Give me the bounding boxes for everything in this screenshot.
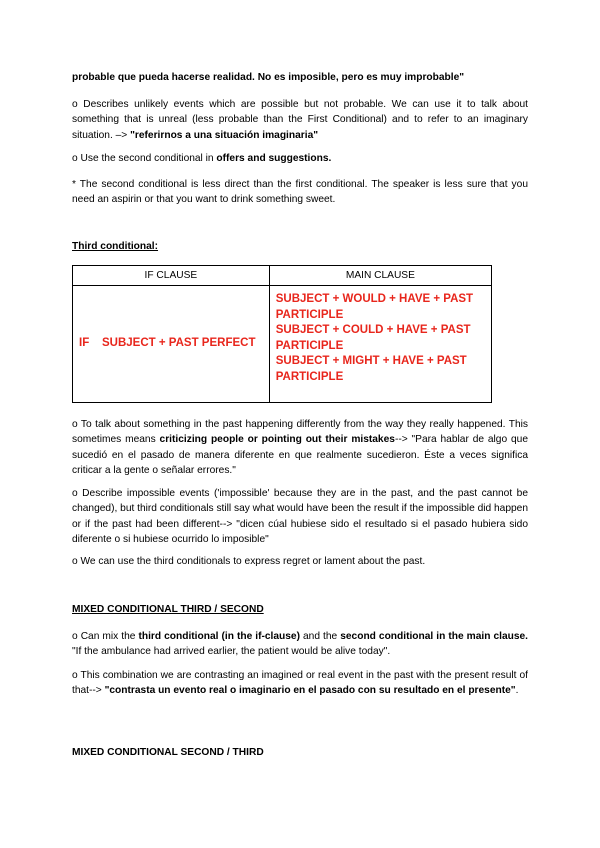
body-text: o Describes unlikely events which are possible but not probable. We can use it to talk about something that is unreal (less probable than the First Conditional) and to refer to an imaginary situation. –> bbox=[72, 99, 528, 141]
paragraph-combination bbox=[72, 668, 528, 699]
paragraph-less-direct bbox=[72, 177, 528, 208]
paragraph-offers-suggestions bbox=[72, 151, 528, 166]
paragraph-probable bbox=[72, 70, 528, 85]
paragraph-describes-unlikely bbox=[72, 97, 528, 143]
bold-text: "referirnos a una situación imaginaria" bbox=[130, 129, 319, 141]
bold-text: criticizing people or pointing out their mistakes bbox=[159, 434, 395, 446]
paragraph-impossible-events bbox=[72, 486, 528, 547]
table-header-row bbox=[73, 266, 492, 286]
header-if-clause: IF CLAUSE bbox=[73, 266, 270, 286]
main-clause-could: SUBJECT + COULD + HAVE + PAST PARTICIPLE bbox=[275, 324, 471, 352]
bold-text: second conditional in the main clause. bbox=[340, 631, 528, 642]
body-text: . bbox=[515, 685, 519, 697]
bold-text: "contrasta un evento real o imaginario en el pasado con su resultado en el presente" bbox=[104, 685, 516, 697]
header-main-clause: MAIN CLAUSE bbox=[269, 266, 491, 286]
body-text: o We can use the third conditionals to express regret or lament about the past. bbox=[72, 556, 426, 567]
body-text: o This combination we are contrasting an imagined or real event in the past with the present result of that--> bbox=[72, 670, 528, 697]
paragraph-talk-past bbox=[72, 417, 528, 478]
bold-text: offers and suggestions. bbox=[216, 153, 332, 164]
body-text: and the bbox=[299, 631, 341, 642]
body-text: o Can mix the bbox=[72, 631, 139, 642]
if-clause-cell: IF SUBJECT + PAST PERFECT bbox=[73, 286, 270, 403]
mixed-third-second-heading: MIXED CONDITIONAL THIRD / SECOND bbox=[72, 604, 264, 615]
body-text: o Describe impossible events ('impossible' because they are in the past, and the past cannot be changed), but third conditionals still say what would have been the result if the impossible did happen or if the past had been different--> "dicen cúal hubiese sido el resultado si el pasado hubiera sido diferente o si hubiese ocurrido lo imposible" bbox=[72, 488, 528, 545]
body-text: "If the ambulance had arrived earlier, the patient would be alive today". bbox=[72, 646, 391, 658]
mixed-second-third-heading: MIXED CONDITIONAL SECOND / THIRD bbox=[72, 747, 264, 758]
paragraph-regret bbox=[72, 554, 528, 569]
main-clause-cell bbox=[269, 286, 491, 403]
body-text: o Use the second conditional in bbox=[72, 153, 217, 164]
bold-text: third conditional (in the if-clause) bbox=[138, 631, 300, 642]
third-conditional-heading: Third conditional: bbox=[72, 241, 159, 252]
main-clause-would: SUBJECT + WOULD + HAVE + PAST PARTICIPLE bbox=[275, 293, 474, 321]
paragraph-can-mix bbox=[72, 629, 528, 660]
bold-text: probable que pueda hacerse realidad. No es imposible, pero es muy improbable" bbox=[72, 72, 465, 83]
body-text: * The second conditional is less direct than the first conditional. The speaker is less sure that you need an aspirin or that you want to drink something sweet. bbox=[72, 179, 528, 206]
third-conditional-table bbox=[72, 265, 492, 403]
main-clause-might: SUBJECT + MIGHT + HAVE + PAST PARTICIPLE bbox=[275, 355, 467, 383]
body-text: o To talk about something in the past happening differently from the way they really happened. This sometimes means bbox=[72, 419, 528, 446]
body-text: --> "Para hablar de algo que sucedió en el pasado de manera diferente en que realmente sucedieron. Éste a veces significa criticar a la gente o señalar errores." bbox=[72, 434, 528, 476]
table-row bbox=[73, 286, 492, 403]
